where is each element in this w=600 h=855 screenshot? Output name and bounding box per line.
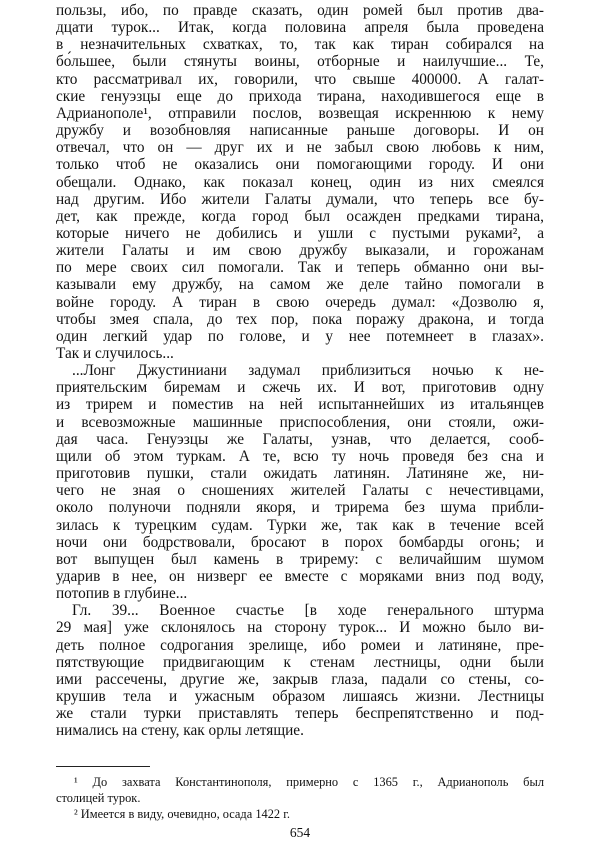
text-line: крушив тела и ужасным образом лишаясь жизни. Лестницы — [56, 688, 544, 705]
text-line: щили об этом туркам. А те, всю ту ночь проведя без сна и — [56, 447, 544, 465]
text-line: пятствующие придвигающим к стенам лестницы, одни были — [56, 653, 544, 671]
text-line: же стали турки приставлять теперь беспрепятственно и под- — [56, 705, 544, 723]
text-line: казывали ему дружбу, на самом же деле тайно помогали в — [56, 276, 544, 294]
footnote-line: ² Имеется в виду, очевидно, осада 1422 г. — [74, 807, 290, 821]
text-line: ими рассечены, другие же, закрыв глаза, падали со стены, со- — [56, 670, 544, 688]
text-line: ...Лонг Джустиниани задумал приблизиться ночью к не- — [72, 362, 544, 380]
text-line: жители Галаты и им свою дружбу выказали, и горожанам — [56, 242, 544, 260]
text-line: отвечал, что он — друг их и не забыл свою любовь к ним, — [56, 139, 544, 157]
text-line: бо́льшее, были стянуты воины, отборные и наилучшие... Те, — [56, 53, 544, 71]
text-line: ночи они бодрствовали, бросают в порох бомбарды огонь; и — [56, 533, 544, 551]
text-line: чего не зная о сношениях жителей Галаты с нечестивцами, — [56, 482, 544, 500]
text-line: Адрианополе¹, отправили послов, возвещая искреннюю к нему — [56, 104, 544, 122]
text-line: деть полное содрогания зрелище, ибо ромеи и латиняне, пре- — [56, 636, 544, 654]
text-line: над другим. Ибо жители Галаты думали, что теперь все бу- — [56, 190, 544, 208]
text-line: Так и случилось... — [56, 345, 174, 362]
text-line: Гл. 39... Военное счастье [в ходе генерального штурма — [72, 602, 544, 620]
text-line: вот выпущен был камень в трирему: с величайшим шумом — [56, 550, 544, 568]
footnote-line: столицей турок. — [56, 791, 141, 805]
text-line: ские генуэзцы еще до прихода тирана, находившегося еще в — [56, 87, 544, 105]
text-line: обещали. Однако, как показал конец, один из них смеялся — [56, 173, 544, 191]
text-line: дружбу и возобновляя написанные раньше договоры. И он — [56, 122, 544, 139]
text-line: и всевозможные машинные приспособления, они стояли, ожи- — [56, 413, 544, 431]
text-line: кто рассматривал их, говорили, что свыше 400000. А галат- — [56, 70, 544, 88]
text-line: нимались на стену, как орлы летящие. — [56, 722, 304, 740]
text-line: дет, как прежде, когда город был осажден предками тирана, — [56, 207, 544, 225]
text-line: пользы, ибо, по правде сказать, один ромей был против два- — [56, 2, 544, 19]
text-line: чтобы змея спала, до тех пор, пока поражу дракона, и тогда — [56, 310, 544, 328]
text-line: только чтоб не оказались они помогающими городу. И они — [56, 156, 544, 174]
text-line: которые ничего не добились и ушли с пустыми руками², а — [56, 224, 544, 242]
text-line: дая часа. Генуэзцы же Галаты, узнав, что делается, сооб- — [56, 430, 544, 448]
text-line: около полуночи подняли якоря, и трирема без шума прибли- — [56, 499, 544, 517]
text-line: по мере своих сил помогали. Так и теперь обманно они вы- — [56, 259, 544, 277]
text-line: приятельским биремам и сжечь их. И вот, приготовив одну — [56, 379, 544, 397]
footnote-line: ¹ До захвата Константинополя, примерно с 1365 г., Адрианополь был — [74, 775, 544, 789]
text-line: в незначительных схватках, то, так как тиран собирался на — [56, 36, 544, 54]
text-line: ударив в нее, он низверг ее вместе с моряками вниз под воду, — [56, 567, 544, 585]
text-line: дцати турок... Итак, когда половина апреля была проведена — [56, 19, 544, 37]
footnote-divider — [56, 766, 150, 767]
text-line: войне городу. А тиран в свою очередь думал: «Дозволю я, — [56, 293, 544, 311]
text-line: один легкий удар по голове, и у нее потемнеет в глазах». — [56, 327, 544, 345]
text-line: 29 мая] уже склонялось на сторону турок... И можно было ви- — [56, 619, 544, 637]
page-number: 654 — [289, 825, 311, 840]
text-line: зилась к турецким судам. Турки же, так как в течение всей — [56, 516, 544, 534]
text-line: из трирем и поместив на ней испытаннейших из итальянцев — [56, 396, 544, 414]
text-line: приготовив пушки, стали ожидать латинян. Латиняне же, ни- — [56, 465, 544, 482]
text-line: потопив в глубине... — [56, 585, 188, 603]
